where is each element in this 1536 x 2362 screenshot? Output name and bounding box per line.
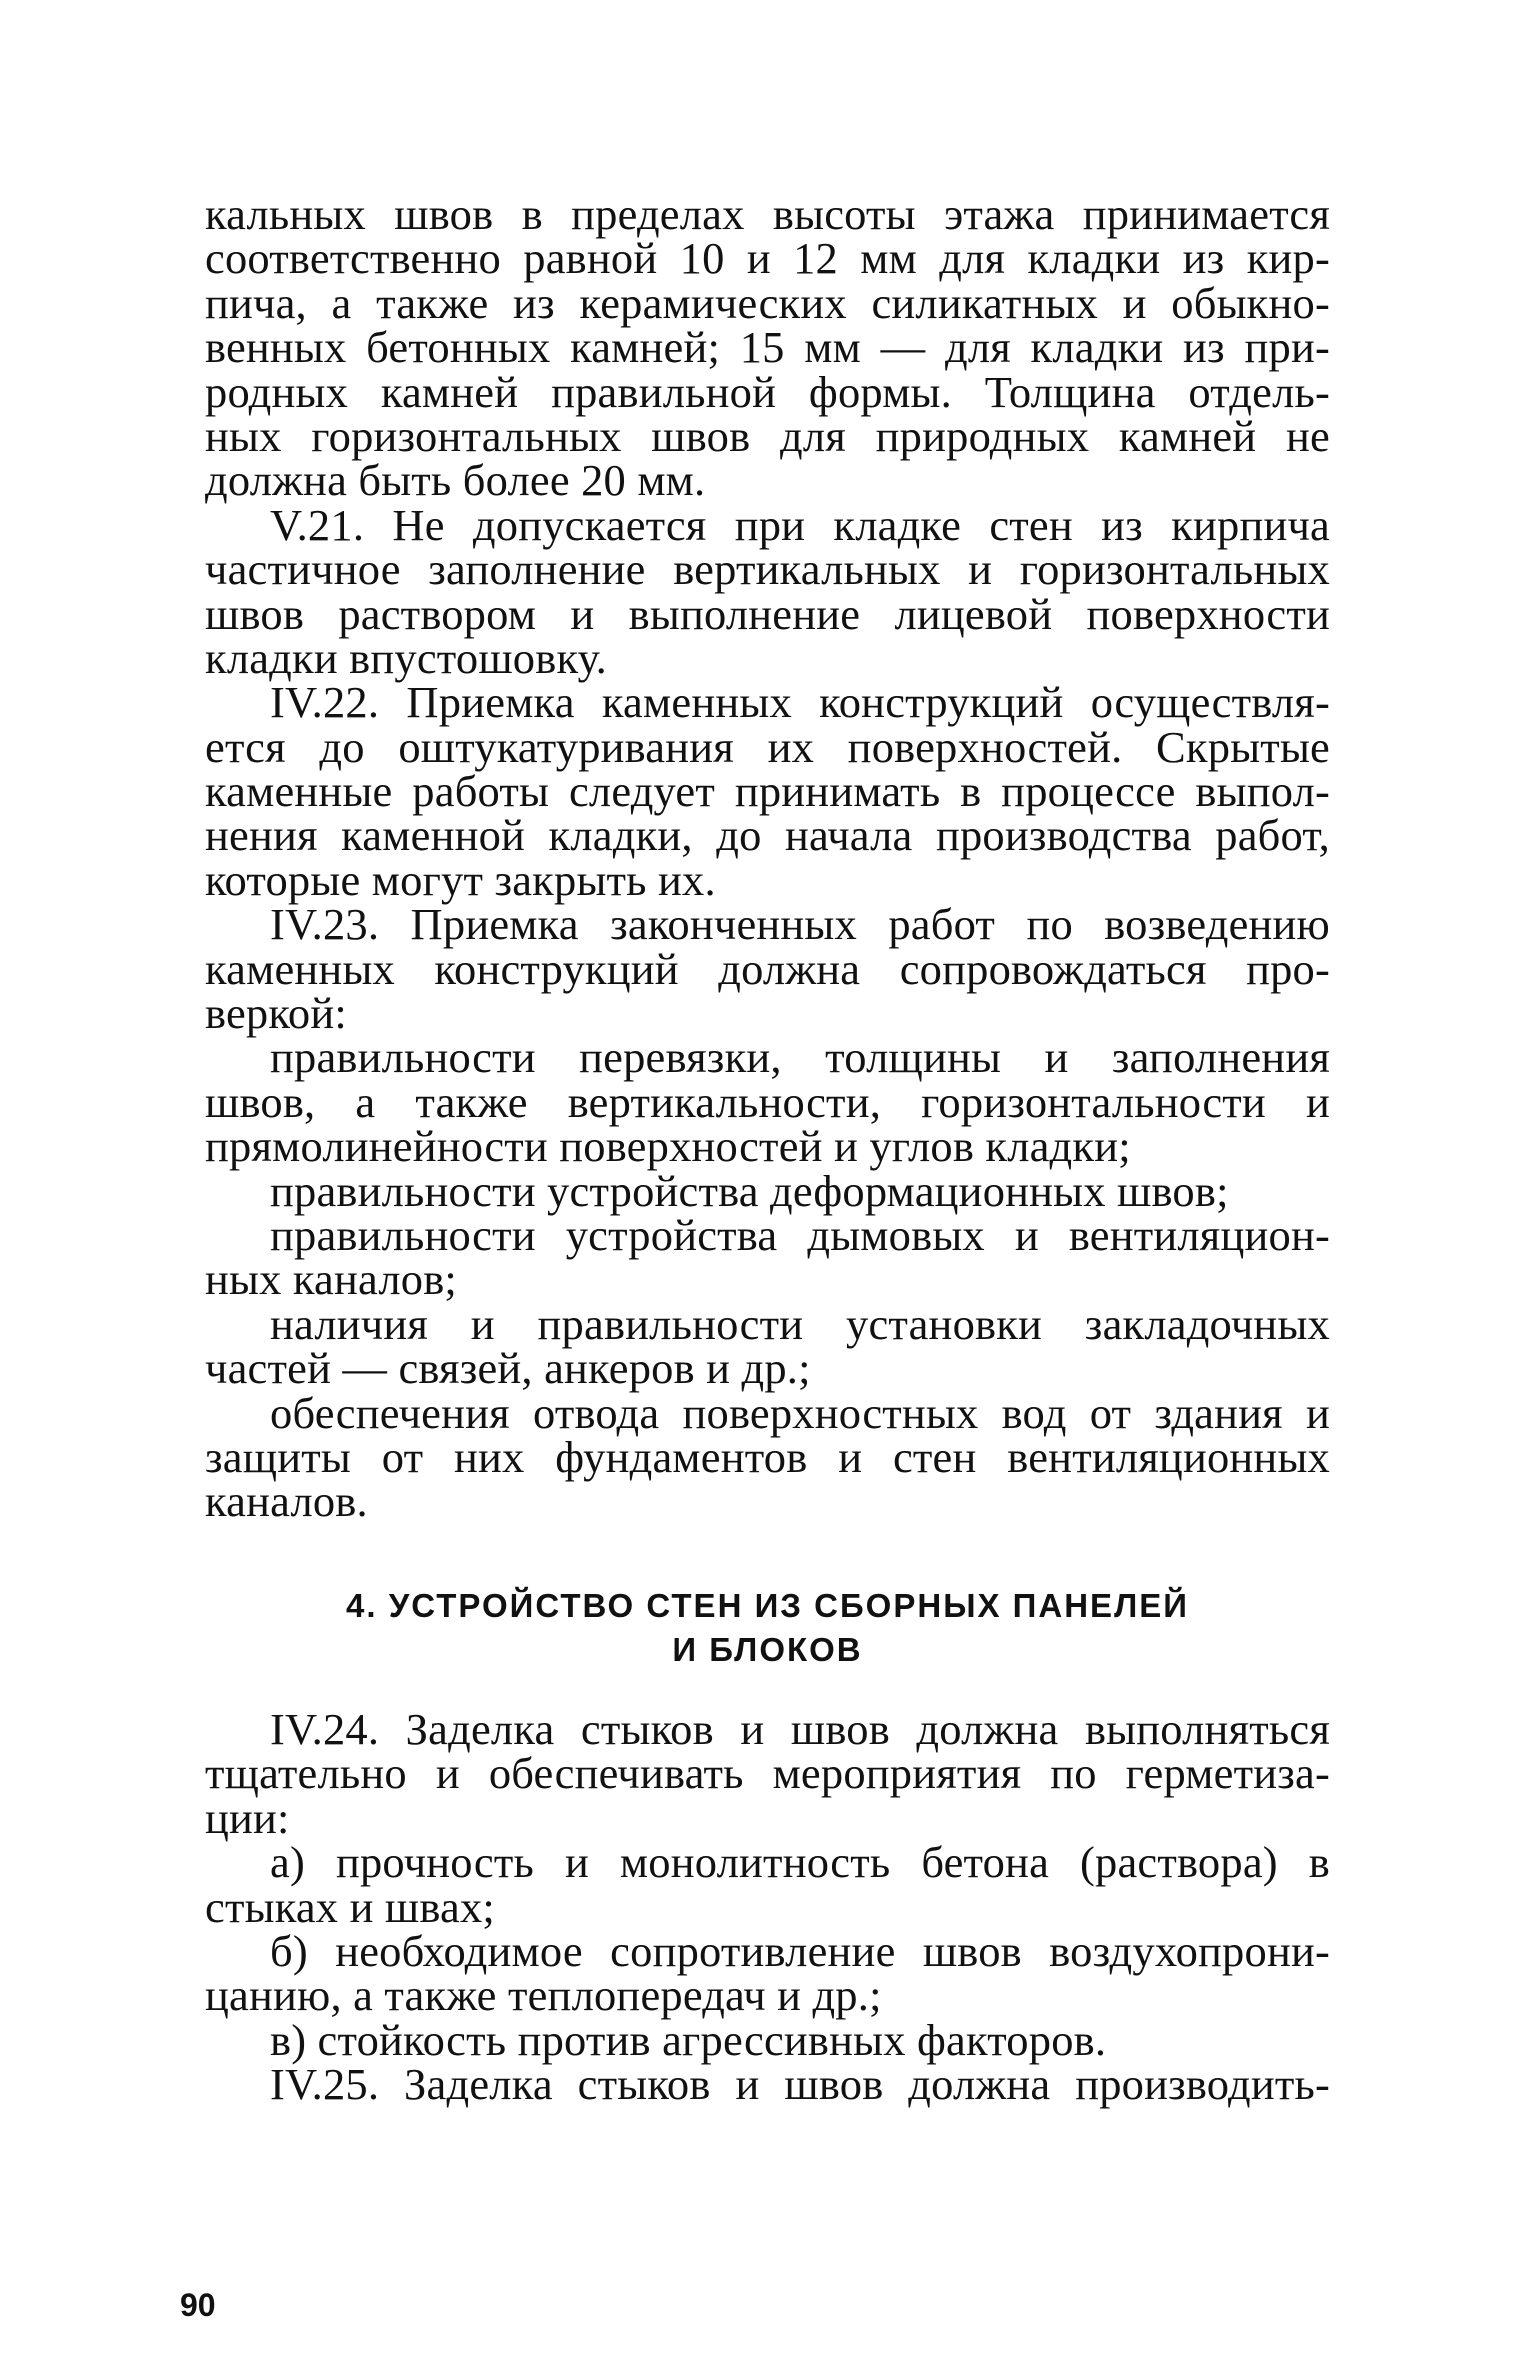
- text-line: прямолинейности поверхностей и углов кладки;: [205, 1121, 1131, 1172]
- text-line: частей — связей, анкеров и др.;: [205, 1343, 811, 1394]
- text-line: венных бетонных камней; 15 мм — для кладки из при-: [205, 322, 1330, 373]
- text-line: тщательно и обеспечивать мероприятия по герметиза-: [205, 1748, 1330, 1799]
- text-line: правильности устройства дымовых и вентиляцион-: [270, 1209, 1330, 1260]
- text-line: правильности устройства деформационных швов;: [270, 1165, 1229, 1216]
- text-line: IV.25. Заделка стыков и швов должна производить-: [270, 2059, 1330, 2110]
- body-text-lower: [205, 1704, 1330, 2110]
- text-line: ции:: [205, 1792, 290, 1843]
- text-line: швов, а также вертикальности, горизонтальности и: [205, 1076, 1330, 1127]
- text-line: родных камней правильной формы. Толщина отдель-: [205, 366, 1330, 417]
- text-line: каменные работы следует принимать в процессе выпол-: [205, 766, 1330, 817]
- text-line: которые могут закрыть их.: [205, 854, 716, 905]
- section-heading-line-1: 4. УСТРОЙСТВО СТЕН ИЗ СБОРНЫХ ПАНЕЛЕЙ: [346, 1587, 1189, 1624]
- text-line: частичное заполнение вертикальных и горизонтальных: [205, 544, 1330, 595]
- text-line: в) стойкость против агрессивных факторов.: [270, 2014, 1107, 2065]
- text-line: ных горизонтальных швов для природных камней не: [205, 410, 1330, 461]
- text-line: ных каналов;: [205, 1254, 457, 1305]
- text-line: защиты от них фундаментов и стен вентиляционных: [205, 1431, 1330, 1482]
- text-line: обеспечения отвода поверхностных вод от здания и: [270, 1387, 1330, 1438]
- text-line: веркой:: [205, 988, 347, 1039]
- text-line: должна быть более 20 мм.: [205, 455, 706, 506]
- text-line: ется до оштукатуривания их поверхностей. Скрытые: [205, 721, 1330, 772]
- text-line: IV.24. Заделка стыков и швов должна выполняться: [270, 1704, 1330, 1754]
- text-line: швов раствором и выполнение лицевой поверхности: [205, 588, 1330, 639]
- text-line: кальных швов в пределах высоты этажа принимается: [205, 189, 1330, 239]
- text-line: правильности перевязки, толщины и заполнения: [270, 1032, 1330, 1083]
- text-line: IV.23. Приемка законченных работ по возведению: [270, 899, 1330, 950]
- text-line: V.21. Не допускается при кладке стен из кирпича: [270, 499, 1330, 550]
- page-number: 90: [180, 2287, 216, 2323]
- text-line: соответственно равной 10 и 12 мм для кладки из кир-: [205, 233, 1330, 284]
- text-line: нения каменной кладки, до начала производства работ,: [205, 810, 1330, 861]
- text-line: стыках и швах;: [205, 1881, 495, 1932]
- body-text-upper: [205, 189, 1330, 1527]
- text-line: каналов.: [205, 1476, 368, 1527]
- text-line: наличия и правильности установки закладочных: [270, 1298, 1330, 1349]
- text-line: кладки впустошовку.: [205, 632, 607, 683]
- text-line: пича, а также из керамических силикатных и обыкно-: [205, 277, 1330, 328]
- text-line: IV.22. Приемка каменных конструкций осуществля-: [270, 677, 1330, 728]
- text-line: каменных конструкций должна сопровождаться про-: [205, 943, 1330, 994]
- text-line: а) прочность и монолитность бетона (раствора) в: [270, 1837, 1330, 1888]
- text-line: цанию, а также теплопередач и др.;: [205, 1970, 882, 2021]
- text-line: б) необходимое сопротивление швов воздухопрони-: [270, 1925, 1330, 1976]
- section-heading-line-2: И БЛОКОВ: [672, 1631, 863, 1668]
- section-heading: [205, 1584, 1330, 1672]
